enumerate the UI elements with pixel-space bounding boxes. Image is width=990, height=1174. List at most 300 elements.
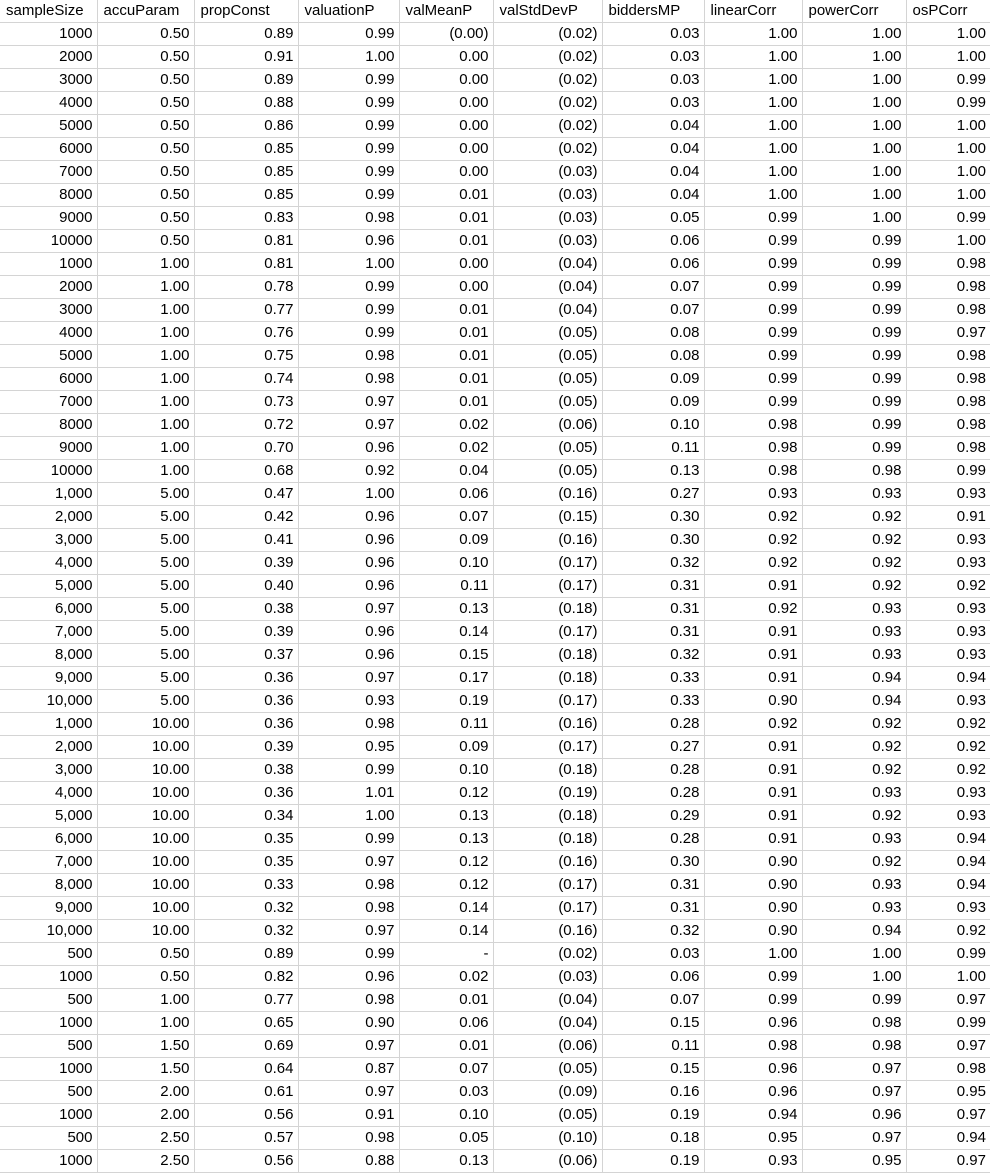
cell-osPCorr[interactable]: 0.93 <box>906 782 990 805</box>
cell-accuParam[interactable]: 0.50 <box>97 46 194 69</box>
cell-powerCorr[interactable]: 0.99 <box>802 391 906 414</box>
cell-valMeanP[interactable]: 0.13 <box>399 1150 493 1173</box>
cell-linearCorr[interactable]: 0.90 <box>704 920 802 943</box>
cell-sampleSize[interactable]: 6,000 <box>0 598 97 621</box>
cell-linearCorr[interactable]: 0.98 <box>704 1035 802 1058</box>
cell-valuationP[interactable]: 1.00 <box>298 805 399 828</box>
cell-valuationP[interactable]: 0.98 <box>298 345 399 368</box>
cell-valStdDevP[interactable]: (0.02) <box>493 115 602 138</box>
cell-sampleSize[interactable]: 7000 <box>0 161 97 184</box>
cell-osPCorr[interactable]: 0.99 <box>906 92 990 115</box>
cell-osPCorr[interactable]: 1.00 <box>906 966 990 989</box>
cell-propConst[interactable]: 0.61 <box>194 1081 298 1104</box>
cell-sampleSize[interactable]: 6000 <box>0 368 97 391</box>
cell-valMeanP[interactable]: 0.00 <box>399 115 493 138</box>
cell-powerCorr[interactable]: 1.00 <box>802 138 906 161</box>
cell-valuationP[interactable]: 0.99 <box>298 759 399 782</box>
cell-biddersMP[interactable]: 0.15 <box>602 1012 704 1035</box>
cell-powerCorr[interactable]: 0.92 <box>802 805 906 828</box>
cell-sampleSize[interactable]: 500 <box>0 1035 97 1058</box>
cell-valStdDevP[interactable]: (0.18) <box>493 598 602 621</box>
cell-linearCorr[interactable]: 1.00 <box>704 92 802 115</box>
cell-sampleSize[interactable]: 8,000 <box>0 874 97 897</box>
cell-propConst[interactable]: 0.36 <box>194 713 298 736</box>
cell-linearCorr[interactable]: 0.99 <box>704 345 802 368</box>
cell-valMeanP[interactable]: 0.14 <box>399 897 493 920</box>
cell-biddersMP[interactable]: 0.29 <box>602 805 704 828</box>
cell-valStdDevP[interactable]: (0.02) <box>493 92 602 115</box>
cell-valStdDevP[interactable]: (0.19) <box>493 782 602 805</box>
cell-valuationP[interactable]: 0.96 <box>298 621 399 644</box>
cell-propConst[interactable]: 0.34 <box>194 805 298 828</box>
cell-osPCorr[interactable]: 0.91 <box>906 506 990 529</box>
cell-propConst[interactable]: 0.32 <box>194 920 298 943</box>
cell-accuParam[interactable]: 1.50 <box>97 1035 194 1058</box>
cell-sampleSize[interactable]: 2000 <box>0 276 97 299</box>
cell-propConst[interactable]: 0.89 <box>194 69 298 92</box>
cell-valuationP[interactable]: 0.99 <box>298 322 399 345</box>
cell-powerCorr[interactable]: 1.00 <box>802 161 906 184</box>
cell-linearCorr[interactable]: 0.92 <box>704 713 802 736</box>
cell-propConst[interactable]: 0.41 <box>194 529 298 552</box>
cell-accuParam[interactable]: 5.00 <box>97 552 194 575</box>
cell-propConst[interactable]: 0.68 <box>194 460 298 483</box>
cell-biddersMP[interactable]: 0.08 <box>602 345 704 368</box>
cell-osPCorr[interactable]: 0.97 <box>906 322 990 345</box>
cell-valStdDevP[interactable]: (0.02) <box>493 46 602 69</box>
cell-valStdDevP[interactable]: (0.03) <box>493 230 602 253</box>
cell-sampleSize[interactable]: 8000 <box>0 414 97 437</box>
cell-valMeanP[interactable]: 0.02 <box>399 966 493 989</box>
cell-powerCorr[interactable]: 0.99 <box>802 437 906 460</box>
cell-accuParam[interactable]: 1.00 <box>97 345 194 368</box>
cell-powerCorr[interactable]: 0.95 <box>802 1150 906 1173</box>
cell-powerCorr[interactable]: 0.99 <box>802 230 906 253</box>
cell-valMeanP[interactable]: 0.11 <box>399 713 493 736</box>
cell-osPCorr[interactable]: 0.92 <box>906 759 990 782</box>
cell-linearCorr[interactable]: 0.99 <box>704 391 802 414</box>
cell-valMeanP[interactable]: 0.14 <box>399 621 493 644</box>
cell-sampleSize[interactable]: 1000 <box>0 1150 97 1173</box>
cell-linearCorr[interactable]: 0.91 <box>704 621 802 644</box>
cell-accuParam[interactable]: 1.00 <box>97 253 194 276</box>
cell-sampleSize[interactable]: 7,000 <box>0 621 97 644</box>
cell-valMeanP[interactable]: 0.01 <box>399 989 493 1012</box>
cell-valStdDevP[interactable]: (0.05) <box>493 368 602 391</box>
cell-osPCorr[interactable]: 0.93 <box>906 598 990 621</box>
cell-biddersMP[interactable]: 0.30 <box>602 506 704 529</box>
cell-accuParam[interactable]: 10.00 <box>97 851 194 874</box>
cell-valStdDevP[interactable]: (0.09) <box>493 1081 602 1104</box>
cell-accuParam[interactable]: 1.00 <box>97 414 194 437</box>
cell-valuationP[interactable]: 0.98 <box>298 713 399 736</box>
cell-accuParam[interactable]: 1.50 <box>97 1058 194 1081</box>
cell-biddersMP[interactable]: 0.06 <box>602 253 704 276</box>
cell-valuationP[interactable]: 0.96 <box>298 230 399 253</box>
cell-valStdDevP[interactable]: (0.18) <box>493 644 602 667</box>
cell-powerCorr[interactable]: 1.00 <box>802 23 906 46</box>
cell-linearCorr[interactable]: 0.91 <box>704 828 802 851</box>
cell-sampleSize[interactable]: 1000 <box>0 1058 97 1081</box>
column-header-valMeanP[interactable]: valMeanP <box>399 0 493 23</box>
cell-linearCorr[interactable]: 0.92 <box>704 552 802 575</box>
cell-linearCorr[interactable]: 0.96 <box>704 1058 802 1081</box>
cell-linearCorr[interactable]: 0.99 <box>704 230 802 253</box>
column-header-osPCorr[interactable]: osPCorr <box>906 0 990 23</box>
cell-valuationP[interactable]: 0.98 <box>298 874 399 897</box>
cell-biddersMP[interactable]: 0.04 <box>602 161 704 184</box>
cell-valuationP[interactable]: 0.96 <box>298 644 399 667</box>
cell-linearCorr[interactable]: 0.91 <box>704 759 802 782</box>
cell-accuParam[interactable]: 2.00 <box>97 1104 194 1127</box>
cell-valMeanP[interactable]: 0.01 <box>399 368 493 391</box>
cell-powerCorr[interactable]: 0.92 <box>802 713 906 736</box>
cell-valMeanP[interactable]: 0.00 <box>399 92 493 115</box>
cell-osPCorr[interactable]: 0.94 <box>906 851 990 874</box>
cell-valMeanP[interactable]: 0.01 <box>399 230 493 253</box>
cell-propConst[interactable]: 0.37 <box>194 644 298 667</box>
cell-propConst[interactable]: 0.83 <box>194 207 298 230</box>
cell-valStdDevP[interactable]: (0.18) <box>493 828 602 851</box>
cell-sampleSize[interactable]: 6,000 <box>0 828 97 851</box>
cell-biddersMP[interactable]: 0.08 <box>602 322 704 345</box>
cell-valStdDevP[interactable]: (0.02) <box>493 69 602 92</box>
cell-valMeanP[interactable]: 0.13 <box>399 805 493 828</box>
cell-sampleSize[interactable]: 3000 <box>0 299 97 322</box>
cell-powerCorr[interactable]: 0.99 <box>802 414 906 437</box>
cell-propConst[interactable]: 0.75 <box>194 345 298 368</box>
cell-valMeanP[interactable]: 0.12 <box>399 874 493 897</box>
cell-linearCorr[interactable]: 0.90 <box>704 874 802 897</box>
cell-propConst[interactable]: 0.33 <box>194 874 298 897</box>
cell-propConst[interactable]: 0.85 <box>194 138 298 161</box>
cell-valuationP[interactable]: 0.99 <box>298 23 399 46</box>
cell-sampleSize[interactable]: 2,000 <box>0 736 97 759</box>
cell-accuParam[interactable]: 10.00 <box>97 736 194 759</box>
cell-osPCorr[interactable]: 0.94 <box>906 828 990 851</box>
cell-biddersMP[interactable]: 0.28 <box>602 828 704 851</box>
cell-sampleSize[interactable]: 1000 <box>0 966 97 989</box>
cell-propConst[interactable]: 0.81 <box>194 253 298 276</box>
cell-sampleSize[interactable]: 3,000 <box>0 759 97 782</box>
cell-powerCorr[interactable]: 0.94 <box>802 920 906 943</box>
cell-sampleSize[interactable]: 3000 <box>0 69 97 92</box>
cell-accuParam[interactable]: 5.00 <box>97 621 194 644</box>
cell-valStdDevP[interactable]: (0.06) <box>493 1035 602 1058</box>
cell-accuParam[interactable]: 5.00 <box>97 529 194 552</box>
cell-propConst[interactable]: 0.74 <box>194 368 298 391</box>
cell-propConst[interactable]: 0.36 <box>194 667 298 690</box>
cell-sampleSize[interactable]: 500 <box>0 1081 97 1104</box>
cell-biddersMP[interactable]: 0.32 <box>602 644 704 667</box>
cell-valStdDevP[interactable]: (0.17) <box>493 690 602 713</box>
cell-valMeanP[interactable]: 0.14 <box>399 920 493 943</box>
cell-valStdDevP[interactable]: (0.18) <box>493 805 602 828</box>
cell-valStdDevP[interactable]: (0.16) <box>493 529 602 552</box>
cell-linearCorr[interactable]: 0.98 <box>704 460 802 483</box>
cell-valuationP[interactable]: 0.95 <box>298 736 399 759</box>
cell-valMeanP[interactable]: 0.01 <box>399 299 493 322</box>
cell-valMeanP[interactable]: 0.03 <box>399 1081 493 1104</box>
cell-powerCorr[interactable]: 0.93 <box>802 782 906 805</box>
cell-accuParam[interactable]: 0.50 <box>97 115 194 138</box>
cell-propConst[interactable]: 0.56 <box>194 1104 298 1127</box>
cell-linearCorr[interactable]: 0.99 <box>704 989 802 1012</box>
cell-accuParam[interactable]: 5.00 <box>97 644 194 667</box>
cell-propConst[interactable]: 0.39 <box>194 552 298 575</box>
cell-linearCorr[interactable]: 0.91 <box>704 805 802 828</box>
cell-accuParam[interactable]: 2.50 <box>97 1127 194 1150</box>
cell-valuationP[interactable]: 0.97 <box>298 667 399 690</box>
cell-valStdDevP[interactable]: (0.17) <box>493 575 602 598</box>
cell-valuationP[interactable]: 1.00 <box>298 46 399 69</box>
cell-biddersMP[interactable]: 0.07 <box>602 299 704 322</box>
cell-biddersMP[interactable]: 0.05 <box>602 207 704 230</box>
cell-powerCorr[interactable]: 0.93 <box>802 828 906 851</box>
cell-propConst[interactable]: 0.35 <box>194 851 298 874</box>
cell-powerCorr[interactable]: 0.92 <box>802 736 906 759</box>
cell-osPCorr[interactable]: 1.00 <box>906 230 990 253</box>
cell-propConst[interactable]: 0.65 <box>194 1012 298 1035</box>
cell-sampleSize[interactable]: 2,000 <box>0 506 97 529</box>
cell-biddersMP[interactable]: 0.15 <box>602 1058 704 1081</box>
cell-osPCorr[interactable]: 0.98 <box>906 253 990 276</box>
cell-biddersMP[interactable]: 0.19 <box>602 1104 704 1127</box>
cell-valMeanP[interactable]: 0.06 <box>399 1012 493 1035</box>
cell-sampleSize[interactable]: 9,000 <box>0 897 97 920</box>
cell-osPCorr[interactable]: 0.92 <box>906 713 990 736</box>
cell-valMeanP[interactable]: 0.17 <box>399 667 493 690</box>
cell-valMeanP[interactable]: 0.02 <box>399 414 493 437</box>
cell-linearCorr[interactable]: 0.90 <box>704 690 802 713</box>
cell-osPCorr[interactable]: 1.00 <box>906 23 990 46</box>
cell-valMeanP[interactable]: 0.09 <box>399 736 493 759</box>
cell-valStdDevP[interactable]: (0.05) <box>493 437 602 460</box>
cell-linearCorr[interactable]: 0.91 <box>704 667 802 690</box>
cell-sampleSize[interactable]: 4,000 <box>0 552 97 575</box>
cell-linearCorr[interactable]: 0.93 <box>704 483 802 506</box>
cell-accuParam[interactable]: 0.50 <box>97 138 194 161</box>
cell-powerCorr[interactable]: 0.98 <box>802 460 906 483</box>
cell-biddersMP[interactable]: 0.03 <box>602 943 704 966</box>
cell-powerCorr[interactable]: 0.97 <box>802 1081 906 1104</box>
cell-accuParam[interactable]: 10.00 <box>97 874 194 897</box>
cell-biddersMP[interactable]: 0.33 <box>602 690 704 713</box>
cell-biddersMP[interactable]: 0.04 <box>602 138 704 161</box>
cell-osPCorr[interactable]: 1.00 <box>906 138 990 161</box>
cell-valMeanP[interactable]: 0.07 <box>399 1058 493 1081</box>
cell-sampleSize[interactable]: 500 <box>0 1127 97 1150</box>
cell-osPCorr[interactable]: 0.98 <box>906 437 990 460</box>
cell-sampleSize[interactable]: 8000 <box>0 184 97 207</box>
cell-valStdDevP[interactable]: (0.17) <box>493 874 602 897</box>
cell-accuParam[interactable]: 10.00 <box>97 713 194 736</box>
cell-powerCorr[interactable]: 0.99 <box>802 345 906 368</box>
cell-valMeanP[interactable]: 0.01 <box>399 207 493 230</box>
cell-valMeanP[interactable]: 0.01 <box>399 1035 493 1058</box>
cell-valuationP[interactable]: 0.97 <box>298 1035 399 1058</box>
cell-valMeanP[interactable]: 0.00 <box>399 46 493 69</box>
cell-valuationP[interactable]: 0.97 <box>298 414 399 437</box>
cell-osPCorr[interactable]: 0.97 <box>906 1104 990 1127</box>
cell-accuParam[interactable]: 1.00 <box>97 368 194 391</box>
cell-valStdDevP[interactable]: (0.17) <box>493 736 602 759</box>
cell-valMeanP[interactable]: 0.01 <box>399 345 493 368</box>
cell-osPCorr[interactable]: 0.97 <box>906 1035 990 1058</box>
cell-valStdDevP[interactable]: (0.05) <box>493 1058 602 1081</box>
cell-biddersMP[interactable]: 0.27 <box>602 483 704 506</box>
cell-biddersMP[interactable]: 0.07 <box>602 276 704 299</box>
cell-biddersMP[interactable]: 0.19 <box>602 1150 704 1173</box>
cell-biddersMP[interactable]: 0.18 <box>602 1127 704 1150</box>
cell-valMeanP[interactable]: 0.07 <box>399 506 493 529</box>
cell-propConst[interactable]: 0.42 <box>194 506 298 529</box>
cell-linearCorr[interactable]: 1.00 <box>704 943 802 966</box>
cell-valStdDevP[interactable]: (0.04) <box>493 253 602 276</box>
cell-biddersMP[interactable]: 0.03 <box>602 46 704 69</box>
cell-valStdDevP[interactable]: (0.17) <box>493 621 602 644</box>
cell-sampleSize[interactable]: 1000 <box>0 1012 97 1035</box>
cell-valuationP[interactable]: 0.96 <box>298 966 399 989</box>
cell-valuationP[interactable]: 0.97 <box>298 851 399 874</box>
cell-biddersMP[interactable]: 0.06 <box>602 230 704 253</box>
cell-valMeanP[interactable]: 0.01 <box>399 184 493 207</box>
cell-sampleSize[interactable]: 9,000 <box>0 667 97 690</box>
cell-accuParam[interactable]: 10.00 <box>97 805 194 828</box>
cell-propConst[interactable]: 0.89 <box>194 23 298 46</box>
cell-powerCorr[interactable]: 0.92 <box>802 759 906 782</box>
cell-linearCorr[interactable]: 0.90 <box>704 851 802 874</box>
cell-osPCorr[interactable]: 0.93 <box>906 483 990 506</box>
cell-biddersMP[interactable]: 0.07 <box>602 989 704 1012</box>
cell-sampleSize[interactable]: 1,000 <box>0 713 97 736</box>
cell-valMeanP[interactable]: 0.09 <box>399 529 493 552</box>
cell-powerCorr[interactable]: 0.99 <box>802 989 906 1012</box>
cell-propConst[interactable]: 0.73 <box>194 391 298 414</box>
cell-linearCorr[interactable]: 0.95 <box>704 1127 802 1150</box>
cell-valStdDevP[interactable]: (0.17) <box>493 552 602 575</box>
cell-linearCorr[interactable]: 1.00 <box>704 161 802 184</box>
cell-valStdDevP[interactable]: (0.02) <box>493 943 602 966</box>
cell-accuParam[interactable]: 5.00 <box>97 575 194 598</box>
cell-propConst[interactable]: 0.81 <box>194 230 298 253</box>
cell-osPCorr[interactable]: 0.98 <box>906 391 990 414</box>
cell-biddersMP[interactable]: 0.06 <box>602 966 704 989</box>
cell-accuParam[interactable]: 0.50 <box>97 69 194 92</box>
cell-accuParam[interactable]: 0.50 <box>97 161 194 184</box>
cell-sampleSize[interactable]: 2000 <box>0 46 97 69</box>
cell-powerCorr[interactable]: 0.94 <box>802 667 906 690</box>
cell-propConst[interactable]: 0.77 <box>194 299 298 322</box>
cell-powerCorr[interactable]: 1.00 <box>802 92 906 115</box>
column-header-powerCorr[interactable]: powerCorr <box>802 0 906 23</box>
cell-valuationP[interactable]: 0.97 <box>298 1081 399 1104</box>
cell-linearCorr[interactable]: 0.90 <box>704 897 802 920</box>
cell-propConst[interactable]: 0.76 <box>194 322 298 345</box>
cell-valStdDevP[interactable]: (0.02) <box>493 138 602 161</box>
cell-sampleSize[interactable]: 6000 <box>0 138 97 161</box>
cell-valStdDevP[interactable]: (0.03) <box>493 184 602 207</box>
cell-valStdDevP[interactable]: (0.04) <box>493 276 602 299</box>
cell-osPCorr[interactable]: 1.00 <box>906 161 990 184</box>
cell-valuationP[interactable]: 0.96 <box>298 529 399 552</box>
cell-biddersMP[interactable]: 0.33 <box>602 667 704 690</box>
cell-propConst[interactable]: 0.39 <box>194 736 298 759</box>
cell-powerCorr[interactable]: 0.96 <box>802 1104 906 1127</box>
cell-valStdDevP[interactable]: (0.18) <box>493 759 602 782</box>
cell-valuationP[interactable]: 0.98 <box>298 897 399 920</box>
cell-accuParam[interactable]: 1.00 <box>97 391 194 414</box>
cell-valuationP[interactable]: 0.97 <box>298 598 399 621</box>
cell-powerCorr[interactable]: 0.92 <box>802 506 906 529</box>
cell-powerCorr[interactable]: 0.99 <box>802 276 906 299</box>
cell-valMeanP[interactable]: 0.00 <box>399 138 493 161</box>
cell-osPCorr[interactable]: 0.93 <box>906 897 990 920</box>
cell-biddersMP[interactable]: 0.11 <box>602 437 704 460</box>
cell-accuParam[interactable]: 0.50 <box>97 184 194 207</box>
cell-linearCorr[interactable]: 0.98 <box>704 414 802 437</box>
cell-valStdDevP[interactable]: (0.05) <box>493 460 602 483</box>
cell-sampleSize[interactable]: 5,000 <box>0 805 97 828</box>
cell-biddersMP[interactable]: 0.04 <box>602 115 704 138</box>
cell-propConst[interactable]: 0.72 <box>194 414 298 437</box>
cell-osPCorr[interactable]: 0.97 <box>906 989 990 1012</box>
cell-osPCorr[interactable]: 0.93 <box>906 552 990 575</box>
cell-propConst[interactable]: 0.36 <box>194 690 298 713</box>
cell-sampleSize[interactable]: 1000 <box>0 23 97 46</box>
cell-propConst[interactable]: 0.57 <box>194 1127 298 1150</box>
cell-sampleSize[interactable]: 7000 <box>0 391 97 414</box>
cell-powerCorr[interactable]: 0.92 <box>802 529 906 552</box>
cell-biddersMP[interactable]: 0.27 <box>602 736 704 759</box>
cell-propConst[interactable]: 0.38 <box>194 759 298 782</box>
cell-valStdDevP[interactable]: (0.18) <box>493 667 602 690</box>
cell-sampleSize[interactable]: 500 <box>0 943 97 966</box>
cell-sampleSize[interactable]: 8,000 <box>0 644 97 667</box>
cell-propConst[interactable]: 0.85 <box>194 161 298 184</box>
cell-accuParam[interactable]: 2.00 <box>97 1081 194 1104</box>
cell-valStdDevP[interactable]: (0.16) <box>493 920 602 943</box>
cell-sampleSize[interactable]: 4000 <box>0 92 97 115</box>
cell-propConst[interactable]: 0.85 <box>194 184 298 207</box>
cell-powerCorr[interactable]: 0.93 <box>802 874 906 897</box>
cell-powerCorr[interactable]: 0.94 <box>802 690 906 713</box>
cell-powerCorr[interactable]: 1.00 <box>802 943 906 966</box>
cell-powerCorr[interactable]: 0.92 <box>802 552 906 575</box>
cell-valMeanP[interactable]: 0.10 <box>399 552 493 575</box>
cell-valMeanP[interactable]: 0.04 <box>399 460 493 483</box>
cell-sampleSize[interactable]: 9000 <box>0 437 97 460</box>
cell-linearCorr[interactable]: 1.00 <box>704 115 802 138</box>
cell-accuParam[interactable]: 10.00 <box>97 759 194 782</box>
cell-powerCorr[interactable]: 0.93 <box>802 644 906 667</box>
cell-osPCorr[interactable]: 1.00 <box>906 46 990 69</box>
cell-propConst[interactable]: 0.56 <box>194 1150 298 1173</box>
cell-osPCorr[interactable]: 0.92 <box>906 575 990 598</box>
cell-sampleSize[interactable]: 5000 <box>0 115 97 138</box>
cell-valStdDevP[interactable]: (0.02) <box>493 23 602 46</box>
cell-linearCorr[interactable]: 0.93 <box>704 1150 802 1173</box>
cell-biddersMP[interactable]: 0.32 <box>602 920 704 943</box>
cell-valStdDevP[interactable]: (0.05) <box>493 1104 602 1127</box>
cell-powerCorr[interactable]: 0.92 <box>802 851 906 874</box>
cell-biddersMP[interactable]: 0.28 <box>602 713 704 736</box>
cell-valuationP[interactable]: 0.87 <box>298 1058 399 1081</box>
cell-valStdDevP[interactable]: (0.10) <box>493 1127 602 1150</box>
cell-biddersMP[interactable]: 0.11 <box>602 1035 704 1058</box>
cell-osPCorr[interactable]: 0.98 <box>906 368 990 391</box>
cell-valStdDevP[interactable]: (0.03) <box>493 161 602 184</box>
